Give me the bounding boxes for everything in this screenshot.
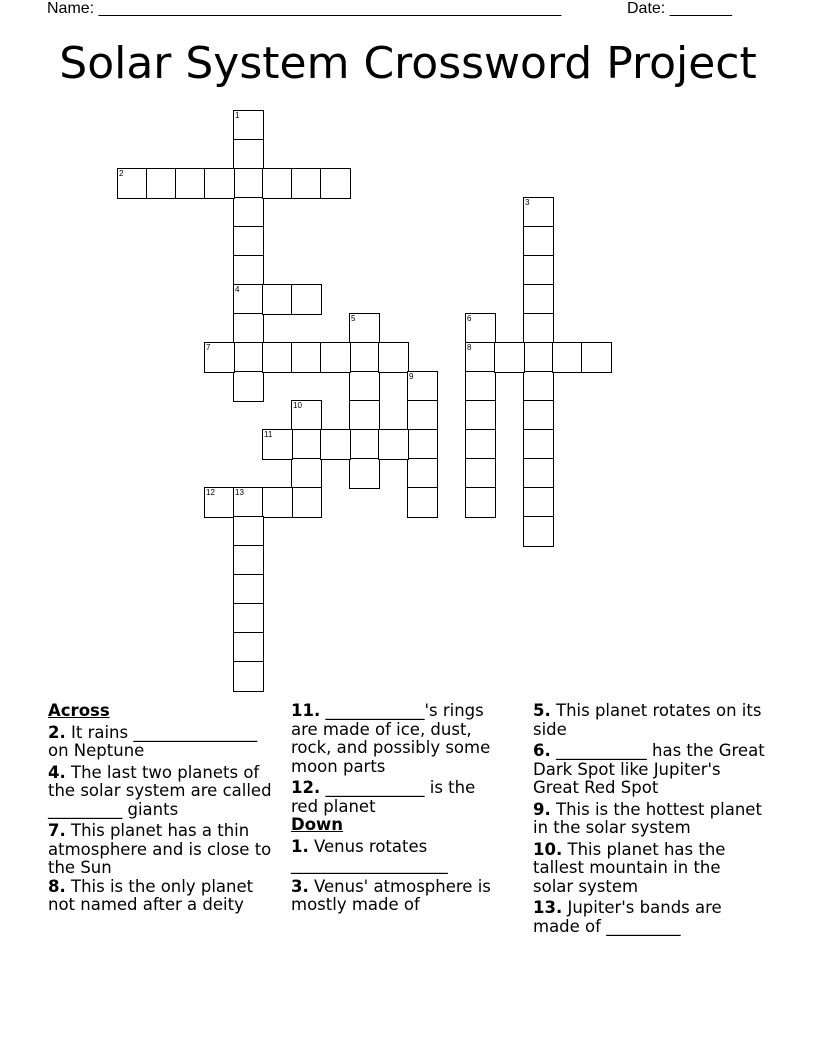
- crossword-cell[interactable]: [349, 400, 380, 431]
- crossword-cell[interactable]: [320, 429, 351, 460]
- crossword-cell[interactable]: [204, 342, 235, 373]
- crossword-cell[interactable]: [523, 516, 554, 547]
- crossword-cell[interactable]: [465, 400, 496, 431]
- crossword-cell[interactable]: [320, 342, 351, 373]
- crossword-cell[interactable]: [262, 168, 293, 199]
- clue-number: 7: [206, 343, 211, 352]
- clue-number: 4: [235, 285, 240, 294]
- clue-number: 6: [467, 314, 472, 323]
- clue-down-10: 10. This planet has the tallest mountain in the solar system: [533, 839, 726, 896]
- crossword-cell[interactable]: [233, 110, 264, 141]
- crossword-cell[interactable]: [291, 400, 322, 431]
- crossword-cell[interactable]: [523, 255, 554, 286]
- crossword-cell[interactable]: [523, 458, 554, 489]
- clue-across-8: 8. This is the only planet not named after a deity: [48, 876, 254, 914]
- clue-number: 10: [293, 401, 302, 410]
- crossword-cell[interactable]: [465, 487, 496, 518]
- crossword-cell[interactable]: [523, 342, 554, 373]
- crossword-cell[interactable]: [494, 342, 525, 373]
- crossword-cell[interactable]: [407, 487, 438, 518]
- crossword-cell[interactable]: [378, 429, 409, 460]
- crossword-cell[interactable]: [233, 313, 264, 344]
- crossword-cell[interactable]: [465, 371, 496, 402]
- crossword-cell[interactable]: [291, 429, 322, 460]
- crossword-cell[interactable]: [233, 197, 264, 228]
- crossword-cell[interactable]: [262, 487, 293, 518]
- clue-down-5: 5. This planet rotates on its side: [533, 701, 762, 739]
- across-heading: Across: [48, 701, 110, 720]
- clue-across-12: 12. ____________ is the red planet: [291, 778, 476, 816]
- clue-number: 13: [235, 488, 244, 497]
- clue-column-2: [291, 702, 501, 918]
- crossword-cell[interactable]: [233, 284, 264, 315]
- crossword-cell[interactable]: [233, 255, 264, 286]
- crossword-cell[interactable]: [175, 168, 206, 199]
- crossword-cell[interactable]: [233, 371, 264, 402]
- crossword-cell[interactable]: [204, 487, 235, 518]
- crossword-cell[interactable]: [465, 458, 496, 489]
- crossword-cell[interactable]: [233, 574, 264, 605]
- crossword-cell[interactable]: [291, 342, 322, 373]
- clue-number: 3: [525, 198, 530, 207]
- clue-down-9: 9. This is the hottest planet in the solar system: [533, 799, 762, 837]
- crossword-cell[interactable]: [291, 458, 322, 489]
- crossword-cell[interactable]: [523, 284, 554, 315]
- crossword-cell[interactable]: [233, 226, 264, 257]
- clue-number: 11: [264, 430, 273, 439]
- clue-across-2: 2. It rains _______________ on Neptune: [48, 722, 258, 760]
- crossword-cell[interactable]: [349, 371, 380, 402]
- crossword-cell[interactable]: [146, 168, 177, 199]
- clue-column-1: [48, 702, 280, 918]
- clue-number: 12: [206, 488, 215, 497]
- crossword-cell[interactable]: [349, 342, 380, 373]
- crossword-cell[interactable]: [465, 313, 496, 344]
- clue-number: 2: [119, 169, 124, 178]
- clue-number: 8: [467, 343, 472, 352]
- clue-number: 9: [409, 372, 414, 381]
- page-title: Solar System Crossword Project: [59, 38, 757, 89]
- crossword-cell[interactable]: [523, 487, 554, 518]
- crossword-cell[interactable]: [233, 168, 264, 199]
- clue-across-4: 4. The last two planets of the solar system are called _________ giants: [48, 762, 272, 819]
- crossword-cell[interactable]: [581, 342, 612, 373]
- crossword-cell[interactable]: [552, 342, 583, 373]
- crossword-cell[interactable]: [233, 661, 264, 692]
- crossword-cell[interactable]: [407, 458, 438, 489]
- crossword-cell[interactable]: [233, 632, 264, 663]
- crossword-cell[interactable]: [262, 429, 293, 460]
- crossword-cell[interactable]: [291, 284, 322, 315]
- clue-across-11: 11. ____________'s rings are made of ice, dust, rock, and possibly some moon parts: [291, 701, 491, 776]
- clue-down-1: 1. Venus rotates ___________________: [291, 836, 448, 874]
- crossword-cell[interactable]: [523, 371, 554, 402]
- date-field-label: Date: _______: [627, 0, 732, 17]
- clue-number: 1: [235, 111, 240, 120]
- crossword-cell[interactable]: [291, 168, 322, 199]
- name-field-label: Name: ____________________________________________________: [47, 0, 562, 17]
- crossword-cell[interactable]: [349, 458, 380, 489]
- crossword-cell[interactable]: [233, 487, 264, 518]
- crossword-cell[interactable]: [349, 313, 380, 344]
- clue-down-3: 3. Venus' atmosphere is mostly made of: [291, 876, 491, 914]
- crossword-cell[interactable]: [262, 342, 293, 373]
- clue-down-6: 6. ___________ has the Great Dark Spot like Jupiter's Great Red Spot: [533, 741, 765, 797]
- crossword-cell[interactable]: [465, 342, 496, 373]
- clue-column-3: [533, 702, 765, 939]
- crossword-cell[interactable]: [233, 516, 264, 547]
- crossword-cell[interactable]: [407, 429, 438, 460]
- crossword-cell[interactable]: [407, 371, 438, 402]
- crossword-cell[interactable]: [204, 168, 235, 199]
- crossword-cell[interactable]: [523, 400, 554, 431]
- crossword-cell[interactable]: [523, 226, 554, 257]
- crossword-cell[interactable]: [523, 313, 554, 344]
- crossword-cell[interactable]: [291, 487, 322, 518]
- crossword-cell[interactable]: [523, 429, 554, 460]
- crossword-cell[interactable]: [262, 284, 293, 315]
- crossword-cell[interactable]: [407, 400, 438, 431]
- crossword-cell[interactable]: [523, 197, 554, 228]
- down-heading: Down: [291, 815, 344, 834]
- clue-down-13: 13. Jupiter's bands are made of _________: [533, 898, 722, 936]
- crossword-cell[interactable]: [233, 603, 264, 634]
- crossword-cell[interactable]: [465, 429, 496, 460]
- crossword-cell[interactable]: [320, 168, 351, 199]
- crossword-cell[interactable]: [117, 168, 148, 199]
- crossword-cell[interactable]: [233, 139, 264, 170]
- clue-number: 5: [351, 314, 356, 323]
- crossword-cell[interactable]: [378, 342, 409, 373]
- clue-across-7: 7. This planet has a thin atmosphere and is close to the Sun: [48, 821, 272, 877]
- crossword-cell[interactable]: [233, 545, 264, 576]
- crossword-cell[interactable]: [233, 342, 264, 373]
- crossword-cell[interactable]: [349, 429, 380, 460]
